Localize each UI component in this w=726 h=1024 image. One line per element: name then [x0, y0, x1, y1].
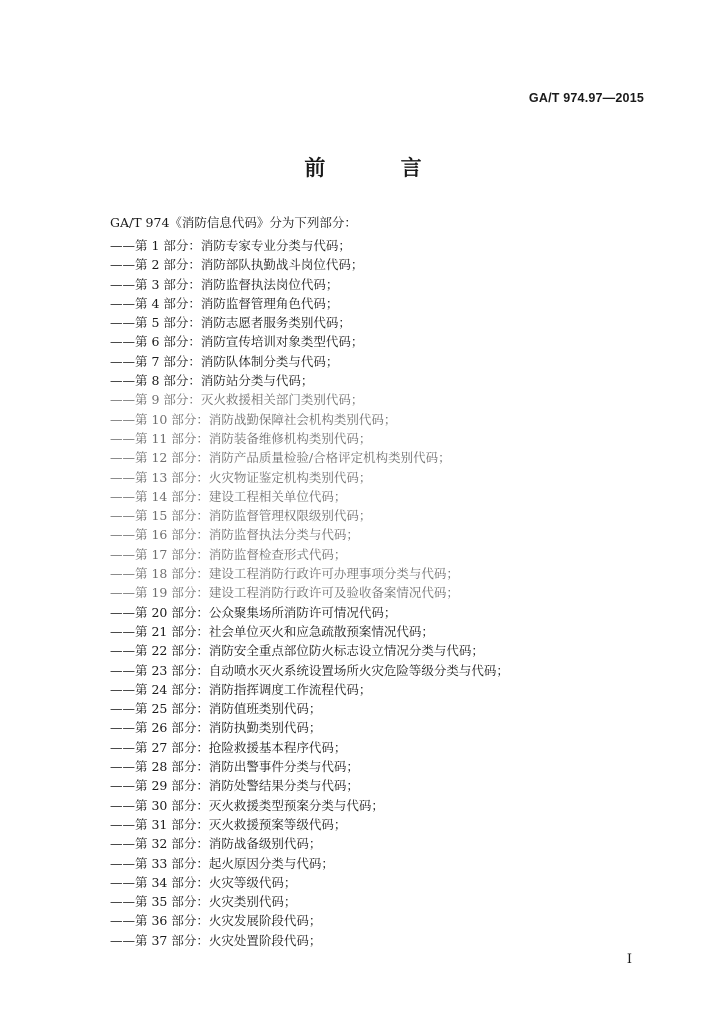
list-item: ——第 25 部分：消防值班类别代码；: [110, 701, 322, 717]
list-item: ——第 27 部分：抢险救援基本程序代码；: [110, 739, 347, 755]
list-item: ——第 1 部分：消防专家专业分类与代码；: [110, 238, 351, 253]
page-title: 前 言: [304, 155, 456, 180]
standard-code: GA/T 974.97—2015: [528, 91, 644, 105]
list-item: ——第 37 部分：火灾处置阶段代码；: [110, 932, 322, 948]
list-item: ——第 8 部分：消防站分类与代码；: [110, 373, 314, 389]
list-item: ——第 22 部分：消防安全重点部位防火标志设立情况分类与代码；: [110, 643, 484, 659]
list-item: ——第 21 部分：社会单位灭火和应急疏散预案情况代码；: [110, 623, 434, 639]
list-item: ——第 9 部分：灭火救援相关部门类别代码；: [110, 392, 364, 408]
list-item: ——第 24 部分：消防指挥调度工作流程代码；: [110, 681, 372, 697]
list-item: ——第 34 部分：火灾等级代码；: [110, 874, 297, 890]
list-item: ——第 10 部分：消防战勤保障社会机构类别代码；: [110, 411, 397, 427]
list-item: ——第 16 部分：消防监督执法分类与代码；: [110, 527, 359, 543]
list-item: ——第 11 部分：消防装备维修机构类别代码；: [110, 430, 372, 446]
list-item: ——第 32 部分：消防战备级别代码；: [110, 836, 322, 852]
list-item: ——第 14 部分：建设工程相关单位代码；: [110, 488, 347, 504]
list-item: ——第 23 部分：自动喷水灭火系统设置场所火灾危险等级分类与代码；: [110, 662, 509, 678]
list-item: ——第 13 部分：火灾物证鉴定机构类别代码；: [110, 469, 372, 485]
list-item: ——第 18 部分：建设工程消防行政许可办理事项分类与代码；: [110, 566, 459, 582]
intro-text: GA/T 974《消防信息代码》分为下列部分：: [110, 215, 357, 230]
list-item: ——第 15 部分：消防监督管理权限级别代码；: [110, 508, 372, 524]
list-item: ——第 17 部分：消防监督检查形式代码；: [110, 546, 347, 562]
page-number: I: [626, 952, 632, 967]
list-item: ——第 36 部分：火灾发展阶段代码；: [110, 913, 322, 929]
list-item: ——第 7 部分：消防队体制分类与代码；: [110, 353, 339, 369]
list-item: ——第 26 部分：消防执勤类别代码；: [110, 720, 322, 736]
list-item: ——第 31 部分：灭火救援预案等级代码；: [110, 816, 347, 832]
list-item: ——第 33 部分：起火原因分类与代码；: [110, 855, 334, 871]
list-item: ——第 12 部分：消防产品质量检验/合格评定机构类别代码；: [110, 450, 451, 466]
list-item: ——第 30 部分：灭火救援类型预案分类与代码；: [110, 797, 384, 813]
list-item: ——第 20 部分：公众聚集场所消防许可情况代码；: [110, 604, 397, 620]
list-item: ——第 2 部分：消防部队执勤战斗岗位代码；: [110, 257, 364, 273]
list-item: ——第 3 部分：消防监督执法岗位代码；: [110, 276, 339, 292]
list-item: ——第 28 部分：消防出警事件分类与代码；: [110, 759, 359, 775]
list-item: ——第 29 部分：消防处警结果分类与代码；: [110, 778, 359, 794]
parts-list: [110, 236, 509, 950]
list-item: ——第 19 部分：建设工程消防行政许可及验收备案情况代码；: [110, 585, 459, 601]
list-item: ——第 5 部分：消防志愿者服务类别代码；: [110, 315, 351, 331]
list-item: ——第 4 部分：消防监督管理角色代码；: [110, 295, 339, 311]
list-item: ——第 35 部分：火灾类别代码；: [110, 894, 297, 910]
list-item: ——第 6 部分：消防宣传培训对象类型代码；: [110, 334, 364, 350]
